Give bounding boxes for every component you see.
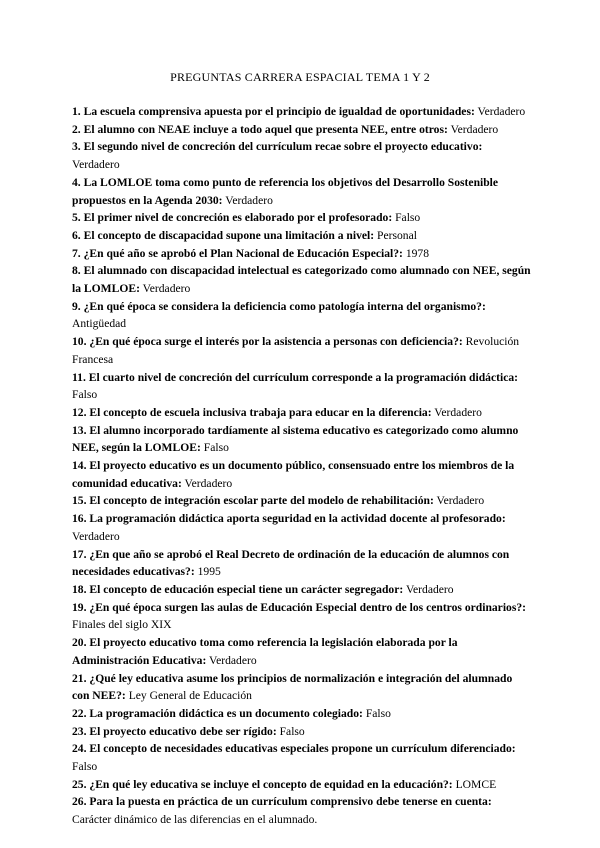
question-item <box>72 599 532 634</box>
question-text: 16. La programación didáctica aporta seguridad en la actividad docente al profesorado: <box>72 512 506 526</box>
question-item <box>72 298 532 333</box>
answer-text: Falso <box>365 706 391 720</box>
question-text: 25. ¿En qué ley educativa se incluye el concepto de equidad en la educación?: <box>72 777 453 791</box>
question-text: 8. El alumnado con discapacidad intelectual es categorizado como alumnado con NEE, según la LOMLOE: <box>72 264 531 296</box>
question-text: 15. El concepto de integración escolar parte del modelo de rehabilitación: <box>72 494 434 508</box>
question-text: 2. El alumno con NEAE incluye a todo aquel que presenta NEE, entre otros: <box>72 122 448 136</box>
question-item <box>72 103 532 121</box>
question-text: 20. El proyecto educativo toma como referencia la legislación elaborada por la Administración Educativa: <box>72 636 458 667</box>
question-text: 21. ¿Qué ley educativa asume los principios de normalización e integración del alumnado con NEE?: <box>72 671 513 703</box>
question-item <box>72 634 532 669</box>
answer-text: Antigüedad <box>72 317 127 331</box>
question-item <box>72 776 532 794</box>
question-item <box>72 793 532 828</box>
question-text: 6. El concepto de discapacidad supone una limitación a nivel: <box>72 228 375 242</box>
answer-text: Verdadero <box>436 494 485 508</box>
question-text: 26. Para la puesta en práctica de un currículum comprensivo debe tenerse en cuenta: <box>72 795 492 809</box>
question-item <box>72 333 532 368</box>
answer-text: Falso <box>279 724 305 738</box>
question-item <box>72 457 532 492</box>
question-item <box>72 227 532 245</box>
question-text: 17. ¿En que año se aprobó el Real Decreto de ordinación de la educación de alumnos con necesidades educativas?: <box>72 547 510 579</box>
question-text: 12. El concepto de escuela inclusiva trabaja para educar en la diferencia: <box>72 405 432 419</box>
answer-text: 1978 <box>405 246 429 260</box>
answer-text: Falso <box>72 760 98 774</box>
answer-text: Verdadero <box>209 653 257 667</box>
question-item <box>72 546 532 581</box>
answer-text: Verdadero <box>477 105 526 118</box>
question-item <box>72 670 532 705</box>
question-text: 1. La escuela comprensiva apuesta por el principio de igualdad de oportunidades: <box>72 105 475 118</box>
question-item <box>72 404 532 422</box>
question-text: 3. El segundo nivel de concreción del currículum recae sobre el proyecto educativo: <box>72 140 483 154</box>
question-text: 23. El proyecto educativo debe ser rígido: <box>72 724 277 738</box>
question-item <box>72 121 532 139</box>
question-item <box>72 369 532 404</box>
answer-text: Verdadero <box>72 158 120 172</box>
question-item <box>72 174 532 209</box>
question-item <box>72 422 532 457</box>
answer-text: Verdadero <box>72 529 120 543</box>
answer-text: 1995 <box>197 565 221 579</box>
answer-text: Personal <box>377 228 417 242</box>
answer-text: LOMCE <box>455 777 497 791</box>
answer-text: Verdadero <box>450 122 499 136</box>
answer-text: Verdadero <box>225 193 273 207</box>
question-text: 5. El primer nivel de concreción es elaborado por el profesorado: <box>72 211 393 225</box>
question-item <box>72 138 532 173</box>
question-list <box>72 103 532 829</box>
question-text: 13. El alumno incorporado tardíamente al sistema educativo es categorizado como alumno NEE, según la LOMLOE: <box>72 423 519 455</box>
answer-text: Falso <box>203 441 229 455</box>
question-item <box>72 262 532 297</box>
page-title: PREGUNTAS CARRERA ESPACIAL TEMA 1 Y 2 <box>170 70 430 84</box>
question-text: 4. La LOMLOE toma como punto de referencia los objetivos del Desarrollo Sostenible propuestos en la Agenda 2030: <box>72 175 499 207</box>
answer-text: Verdadero <box>142 282 191 296</box>
question-text: 11. El cuarto nivel de concreción del currículum corresponde a la programación didáctica: <box>72 370 518 384</box>
answer-text: Falso <box>395 211 421 225</box>
question-item <box>72 740 532 775</box>
answer-text: Revolución Francesa <box>72 335 520 366</box>
question-item <box>72 492 532 510</box>
question-text: 14. El proyecto educativo es un documento público, consensuado entre los miembros de la comunidad educativa: <box>72 459 515 490</box>
question-item <box>72 723 532 741</box>
question-text: 18. El concepto de educación especial tiene un carácter segregador: <box>72 582 404 596</box>
question-text: 22. La programación didáctica es un documento colegiado: <box>72 706 363 720</box>
answer-text: Ley General de Educación <box>128 689 252 703</box>
question-item <box>72 581 532 599</box>
answer-text: Verdadero <box>184 476 233 490</box>
answer-text: Falso <box>72 388 98 402</box>
question-text: 7. ¿En qué año se aprobó el Plan Nacional de Educación Especial?: <box>72 246 403 260</box>
answer-text: Verdadero <box>405 582 454 596</box>
question-text: 24. El concepto de necesidades educativas especiales propone un currículum diferenciado: <box>72 742 516 756</box>
question-text: 10. ¿En qué época surge el interés por la asistencia a personas con deficiencia?: <box>72 335 463 349</box>
question-item <box>72 705 532 723</box>
answer-text: Finales del siglo XIX <box>72 618 172 632</box>
answer-text: Carácter dinámico de las diferencias en el alumnado. <box>72 813 318 827</box>
question-item <box>72 510 532 545</box>
question-item <box>72 209 532 227</box>
answer-text: Verdadero <box>434 405 482 419</box>
question-text: 9. ¿En qué época se considera la deficiencia como patología interna del organismo?: <box>72 299 486 313</box>
question-item <box>72 245 532 263</box>
question-text: 19. ¿En qué época surgen las aulas de Educación Especial dentro de los centros ordinarios?: <box>72 600 527 614</box>
